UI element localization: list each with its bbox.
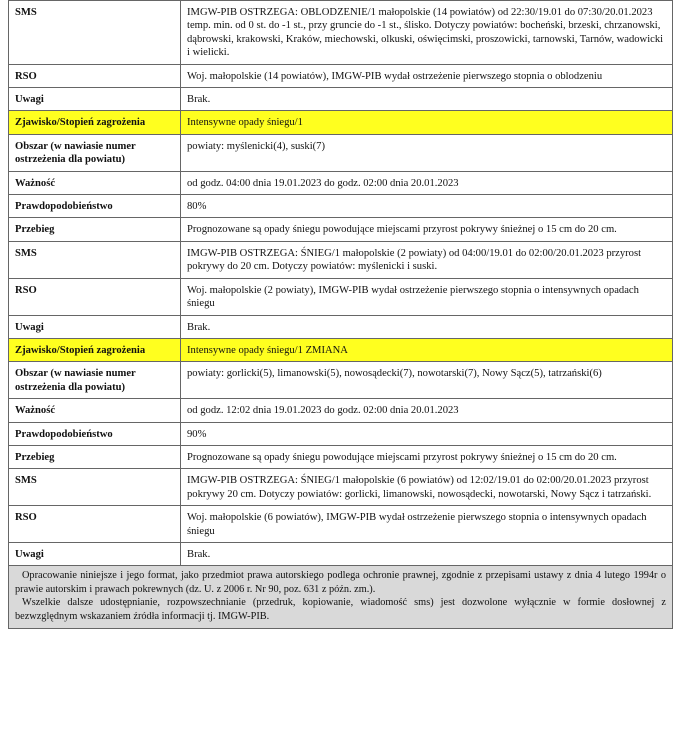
label-prawdopodobienstwo: Prawdopodobieństwo bbox=[9, 195, 181, 218]
row-przebieg-2 bbox=[9, 218, 673, 241]
row-rso-2 bbox=[9, 278, 673, 315]
row-obszar-3 bbox=[9, 362, 673, 399]
value-uwagi-2: Brak. bbox=[181, 315, 673, 338]
value-zjawisko-3: Intensywne opady śniegu/1 ZMIANA bbox=[181, 338, 673, 361]
label-rso: RSO bbox=[9, 506, 181, 543]
warning-document bbox=[8, 0, 673, 629]
copyright-footer bbox=[8, 566, 673, 629]
label-sms: SMS bbox=[9, 241, 181, 278]
value-sms-1: IMGW-PIB OSTRZEGA: OBLODZENIE/1 małopolskie (14 powiatów) od 22:30/19.01 do 07:30/20.01.2023 temp. min. od 0 st. do -1 st., przy gruncie do -1 st., ślisko. Dotyczy powiatów: bocheński, brzeski, chrzanowski, dąbrowski, krakowski, Kraków, miechowski, olkuski, oświęcimski, proszowicki, tarnowski, Tarnów, wadowicki i wielicki. bbox=[181, 1, 673, 65]
copyright-notice: Opracowanie niniejsze i jego format, jako przedmiot prawa autorskiego podlega ochronie prawnej, zgodnie z przepisami ustawy z dnia 4 lutego 1994r o prawie autorskim i prawach pokrewnych (dz. U. z 2006 r. Nr 90, poz. 631 z późn. zm.). bbox=[15, 570, 666, 595]
warning-table bbox=[8, 0, 673, 566]
value-rso-2: Woj. małopolskie (2 powiaty), IMGW-PIB wydał ostrzeżenie pierwszego stopnia o intensywnych opadach śniegu bbox=[181, 278, 673, 315]
value-obszar-2: powiaty: myślenicki(4), suski(7) bbox=[181, 134, 673, 171]
value-prawdopodobienstwo-3: 90% bbox=[181, 422, 673, 445]
row-uwagi-2 bbox=[9, 315, 673, 338]
row-obszar-2 bbox=[9, 134, 673, 171]
value-waznosc-2: od godz. 04:00 dnia 19.01.2023 do godz. 02:00 dnia 20.01.2023 bbox=[181, 171, 673, 194]
row-waznosc-3 bbox=[9, 399, 673, 422]
value-uwagi-1: Brak. bbox=[181, 88, 673, 111]
value-obszar-3: powiaty: gorlicki(5), limanowski(5), nowosądecki(7), nowotarski(7), Nowy Sącz(5), tatrzański(6) bbox=[181, 362, 673, 399]
value-zjawisko-2: Intensywne opady śniegu/1 bbox=[181, 111, 673, 134]
label-uwagi: Uwagi bbox=[9, 88, 181, 111]
value-sms-2: IMGW-PIB OSTRZEGA: ŚNIEG/1 małopolskie (2 powiaty) od 04:00/19.01 do 02:00/20.01.2023 przyrost pokrywy do 20 cm. Dotyczy powiatów: myślenicki i suski. bbox=[181, 241, 673, 278]
label-sms: SMS bbox=[9, 1, 181, 65]
value-przebieg-3: Prognozowane są opady śniegu powodujące miejscami przyrost pokrywy śnieżnej o 15 cm do 20 cm. bbox=[181, 445, 673, 468]
value-waznosc-3: od godz. 12:02 dnia 19.01.2023 do godz. 02:00 dnia 20.01.2023 bbox=[181, 399, 673, 422]
label-rso: RSO bbox=[9, 278, 181, 315]
value-prawdopodobienstwo-2: 80% bbox=[181, 195, 673, 218]
row-zjawisko-2 bbox=[9, 111, 673, 134]
value-uwagi-3: Brak. bbox=[181, 542, 673, 565]
label-waznosc: Ważność bbox=[9, 171, 181, 194]
row-uwagi-1 bbox=[9, 88, 673, 111]
row-waznosc-2 bbox=[9, 171, 673, 194]
row-sms-1 bbox=[9, 1, 673, 65]
label-waznosc: Ważność bbox=[9, 399, 181, 422]
label-uwagi: Uwagi bbox=[9, 542, 181, 565]
row-przebieg-3 bbox=[9, 445, 673, 468]
value-rso-1: Woj. małopolskie (14 powiatów), IMGW-PIB wydał ostrzeżenie pierwszego stopnia o oblodzeniu bbox=[181, 64, 673, 87]
row-uwagi-3 bbox=[9, 542, 673, 565]
row-prawdopodobienstwo-3 bbox=[9, 422, 673, 445]
label-przebieg: Przebieg bbox=[9, 218, 181, 241]
row-rso-3 bbox=[9, 506, 673, 543]
value-rso-3: Woj. małopolskie (6 powiatów), IMGW-PIB wydał ostrzeżenie pierwszego stopnia o intensywnych opadach śniegu bbox=[181, 506, 673, 543]
label-uwagi: Uwagi bbox=[9, 315, 181, 338]
row-sms-3 bbox=[9, 469, 673, 506]
row-prawdopodobienstwo-2 bbox=[9, 195, 673, 218]
row-zjawisko-3 bbox=[9, 338, 673, 361]
label-obszar: Obszar (w nawiasie numer ostrzeżenia dla powiatu) bbox=[9, 134, 181, 171]
redistribution-notice: Wszelkie dalsze udostępnianie, rozpowszechnianie (przedruk, kopiowanie, wiadomość sms) jest dozwolone wyłącznie w formie dosłownej z bezwzględnym wskazaniem źródła informacji tj. IMGW-PIB. bbox=[15, 597, 666, 622]
label-obszar: Obszar (w nawiasie numer ostrzeżenia dla powiatu) bbox=[9, 362, 181, 399]
label-zjawisko: Zjawisko/Stopień zagrożenia bbox=[9, 111, 181, 134]
label-rso: RSO bbox=[9, 64, 181, 87]
label-sms: SMS bbox=[9, 469, 181, 506]
row-rso-1 bbox=[9, 64, 673, 87]
row-sms-2 bbox=[9, 241, 673, 278]
value-sms-3: IMGW-PIB OSTRZEGA: ŚNIEG/1 małopolskie (6 powiatów) od 12:02/19.01 do 02:00/20.01.2023 przyrost pokrywy 20 cm. Dotyczy powiatów: gorlicki, limanowski, nowosądecki, nowotarski, Nowy Sącz i tatrzański. bbox=[181, 469, 673, 506]
label-zjawisko: Zjawisko/Stopień zagrożenia bbox=[9, 338, 181, 361]
label-przebieg: Przebieg bbox=[9, 445, 181, 468]
label-prawdopodobienstwo: Prawdopodobieństwo bbox=[9, 422, 181, 445]
value-przebieg-2: Prognozowane są opady śniegu powodujące miejscami przyrost pokrywy śnieżnej o 15 cm do 20 cm. bbox=[181, 218, 673, 241]
